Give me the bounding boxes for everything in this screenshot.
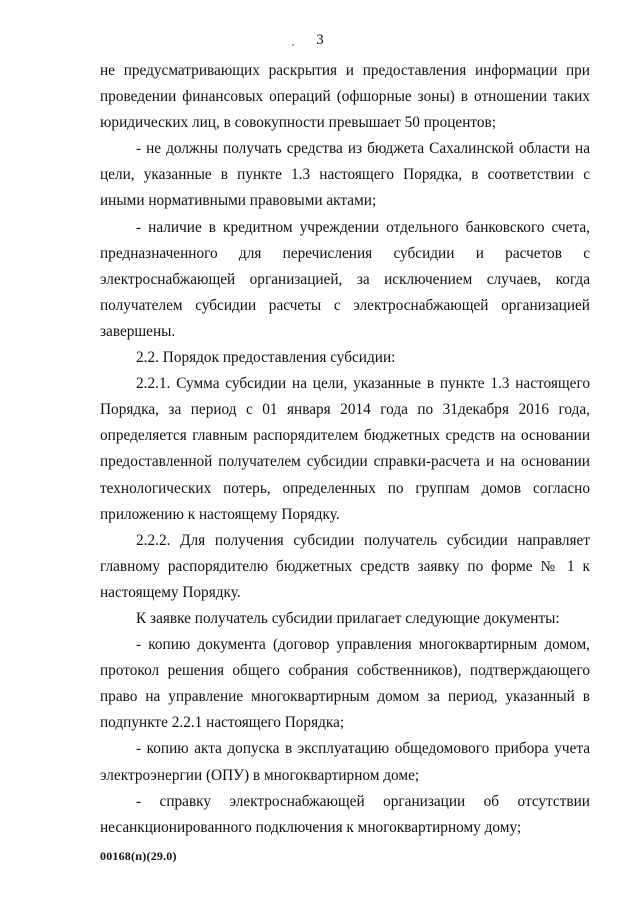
document-code: 00168(п)(29.0) [100, 849, 177, 863]
paragraph-subsidy-amount: 2.2.1. Сумма субсидии на цели, указанные в пункте 1.3 настоящего Порядка, за период с 01 января 2014 года по 31декабря 2016 года, определяется главным распорядителем бюджетных средств на основании предоставленной получателем субсидии справки-расчета и на основании технологических потерь, определенных по группам домов согласно приложению к настоящему Порядку. [100, 375, 590, 523]
page-number: 3 [316, 32, 324, 48]
paragraph-meter-act: - копию акта допуска в эксплуатацию общедомового прибора учета электроэнергии (ОПУ) в многоквартирном доме; [100, 740, 590, 784]
paragraph-section-heading: 2.2. Порядок предоставления субсидии: [136, 349, 396, 367]
paragraph-budget-restriction: - не должны получать средства из бюджета Сахалинской области на цели, указанные в пункте 1.3 настоящего Порядка, в соответствии с иными нормативными правовыми актами; [100, 140, 590, 210]
scan-speck [292, 44, 294, 46]
paragraph-continuation: не предусматривающих раскрытия и предоставления информации при проведении финансовых операций (офшорные зоны) в отношении таких юридических лиц, в совокупности превышает 50 процентов; [100, 62, 590, 132]
paragraph-management-document: - копию документа (договор управления многоквартирным домом, протокол решения общего собрания собственников), подтверждающего право на управление многоквартирным домом за период, указанный в подпункте 2.2.1 настоящего Порядка; [100, 636, 590, 732]
paragraph-power-certificate: - справку электроснабжающей организации об отсутствии несанкционированного подключения к многоквартирному дому; [100, 792, 590, 836]
paragraph-documents-intro: К заявке получатель субсидии прилагает следующие документы: [136, 609, 560, 627]
paragraph-subsidy-application: 2.2.2. Для получения субсидии получатель субсидии направляет главному распорядителю бюджетных средств заявку по форме № 1 к настоящему Порядку. [100, 531, 590, 601]
document-body [100, 58, 590, 841]
paragraph-bank-account: - наличие в кредитном учреждении отдельного банковского счета, предназначенного для перечисления субсидии и расчетов с электроснабжающей организацией, за исключением случаев, когда получателем субсидии расчеты с электроснабжающей организацией завершены. [100, 218, 590, 340]
